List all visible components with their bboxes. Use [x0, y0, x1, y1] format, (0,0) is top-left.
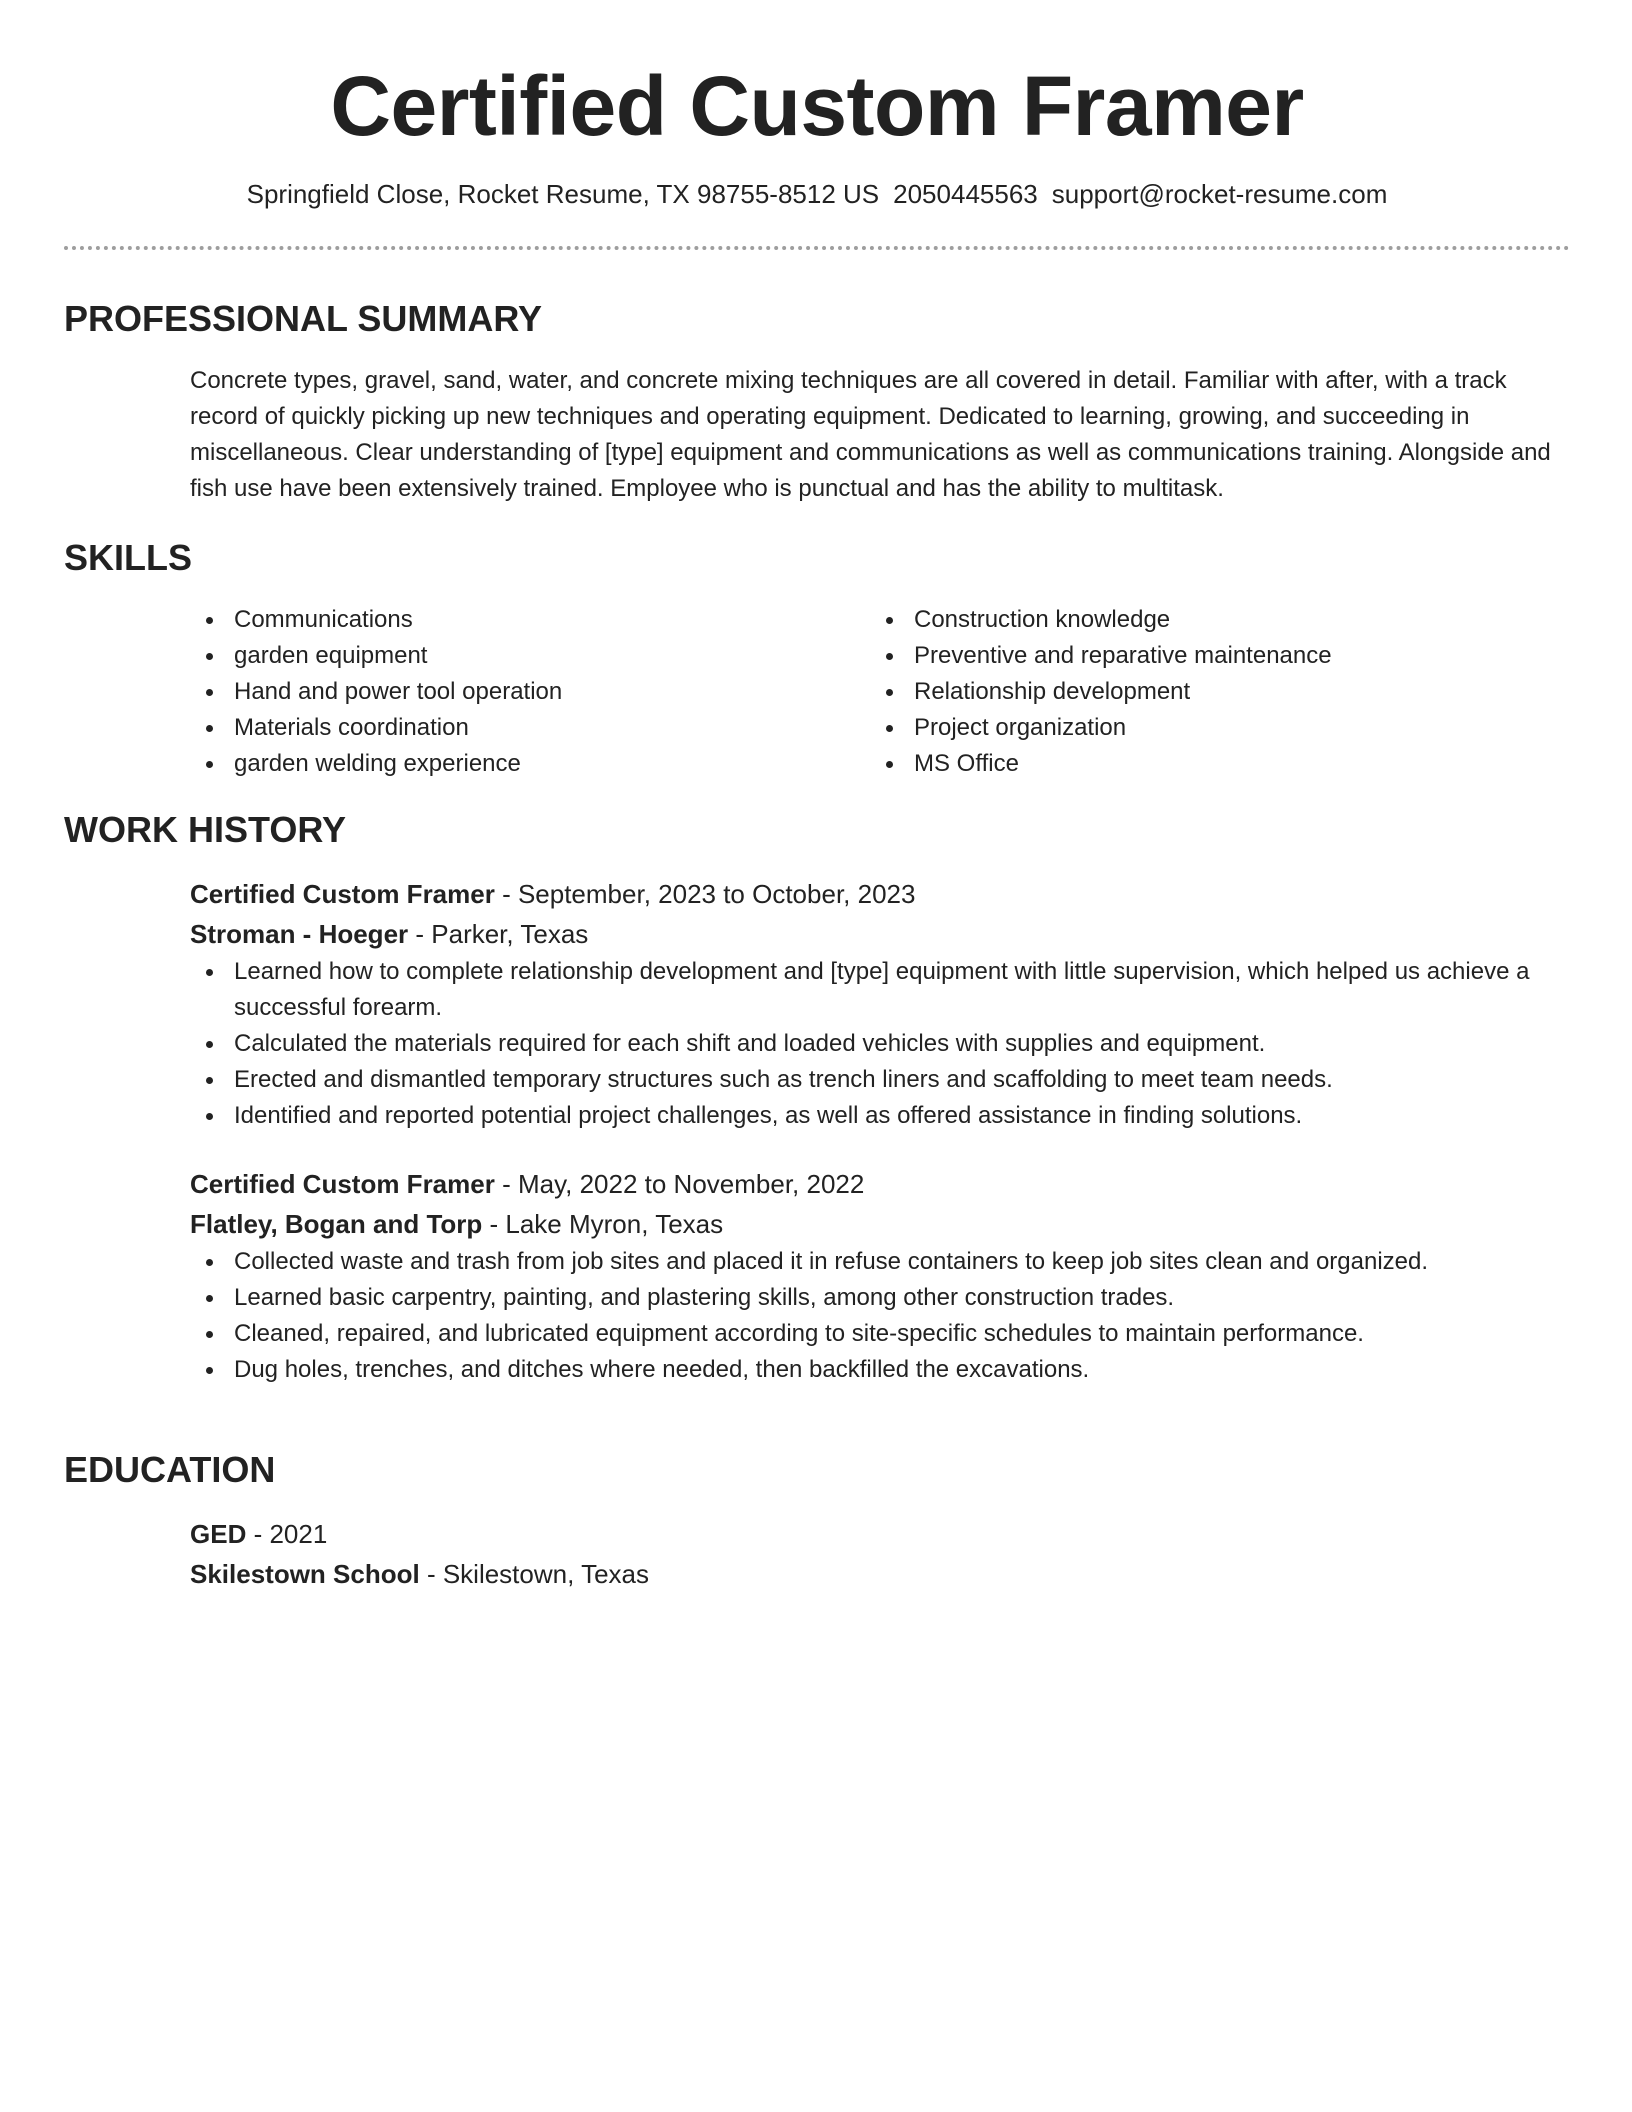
job-duty: Identified and reported potential project challenges, as well as offered assistance in finding solutions.	[190, 1098, 1570, 1134]
skills-section	[64, 536, 1570, 782]
resume-page	[64, 0, 1570, 1589]
skill-item: Construction knowledge	[870, 602, 1550, 638]
skill-item: garden equipment	[190, 638, 870, 674]
job-company-line	[190, 1204, 1570, 1244]
education-year: - 2021	[246, 1519, 328, 1549]
job-duty: Collected waste and trash from job sites and placed it in refuse containers to keep job sites clean and organized.	[190, 1244, 1570, 1280]
job-duty: Erected and dismantled temporary structures such as trench liners and scaffolding to meet team needs.	[190, 1062, 1570, 1098]
job-duty: Learned basic carpentry, painting, and plastering skills, among other construction trades.	[190, 1280, 1570, 1316]
contact-address: Springfield Close, Rocket Resume, TX 98755-8512 US	[246, 179, 880, 209]
education-section	[64, 1448, 1570, 1594]
job-company-line	[190, 914, 1570, 954]
skills-heading: SKILLS	[64, 537, 193, 578]
job-company: Stroman - Hoeger	[190, 919, 409, 949]
job-duties	[64, 1244, 1570, 1388]
header-divider	[64, 246, 1570, 250]
education-heading: EDUCATION	[64, 1449, 276, 1490]
job-duty: Calculated the materials required for each shift and loaded vehicles with supplies and equipment.	[190, 1026, 1570, 1062]
skill-item: Communications	[190, 602, 870, 638]
work-history-section	[64, 808, 1570, 1388]
job-entry	[190, 874, 1570, 1134]
skills-column-right	[870, 602, 1550, 782]
education-location: - Skilestown, Texas	[419, 1559, 649, 1589]
education-school: Skilestown School	[190, 1559, 420, 1589]
job-title-line	[190, 874, 1570, 914]
job-title-line	[190, 1164, 1570, 1204]
job-duty: Dug holes, trenches, and ditches where needed, then backfilled the excavations.	[190, 1352, 1570, 1388]
job-location: - Lake Myron, Texas	[482, 1209, 724, 1239]
skills-grid	[190, 602, 1570, 782]
candidate-name: Certified Custom Framer	[330, 59, 1304, 153]
job-role: Certified Custom Framer	[190, 1169, 495, 1199]
contact-email: support@rocket-resume.com	[1051, 179, 1388, 209]
skill-item: MS Office	[870, 746, 1550, 782]
contact-info	[64, 176, 1570, 212]
education-entry	[190, 1514, 1570, 1594]
summary-text: Concrete types, gravel, sand, water, and concrete mixing techniques are all covered in detail. Familiar with after, with a track record of quickly picking up new techniques and operating equipment. Dedicated to learning, growing, and succeeding in miscellaneous. Clear understanding of [type] equipment and communications as well as communications training. Alongside and fish use have been extensively trained. Employee who is punctual and has the ability to multitask.	[190, 367, 1551, 502]
job-company: Flatley, Bogan and Torp	[190, 1209, 483, 1239]
work-history-heading: WORK HISTORY	[64, 809, 347, 850]
summary-section	[64, 297, 1570, 507]
job-location: - Parker, Texas	[408, 919, 589, 949]
skill-item: Relationship development	[870, 674, 1550, 710]
job-duty: Cleaned, repaired, and lubricated equipment according to site-specific schedules to maintain performance.	[190, 1316, 1570, 1352]
education-school-line	[190, 1554, 1570, 1594]
summary-heading: PROFESSIONAL SUMMARY	[64, 298, 543, 339]
skill-item: Preventive and reparative maintenance	[870, 638, 1550, 674]
skills-column-left	[190, 602, 870, 782]
job-dates: - May, 2022 to November, 2022	[494, 1169, 865, 1199]
skill-item: garden welding experience	[190, 746, 870, 782]
skill-item: Materials coordination	[190, 710, 870, 746]
job-role: Certified Custom Framer	[190, 879, 495, 909]
job-duty: Learned how to complete relationship development and [type] equipment with little supervision, which helped us achieve a successful forearm.	[190, 954, 1570, 1026]
job-duties	[64, 954, 1570, 1134]
job-entry	[190, 1164, 1570, 1388]
skill-item: Hand and power tool operation	[190, 674, 870, 710]
job-dates: - September, 2023 to October, 2023	[494, 879, 916, 909]
education-degree-line	[190, 1514, 1570, 1554]
contact-phone: 2050445563	[893, 179, 1038, 209]
education-degree: GED	[190, 1519, 247, 1549]
skill-item: Project organization	[870, 710, 1550, 746]
